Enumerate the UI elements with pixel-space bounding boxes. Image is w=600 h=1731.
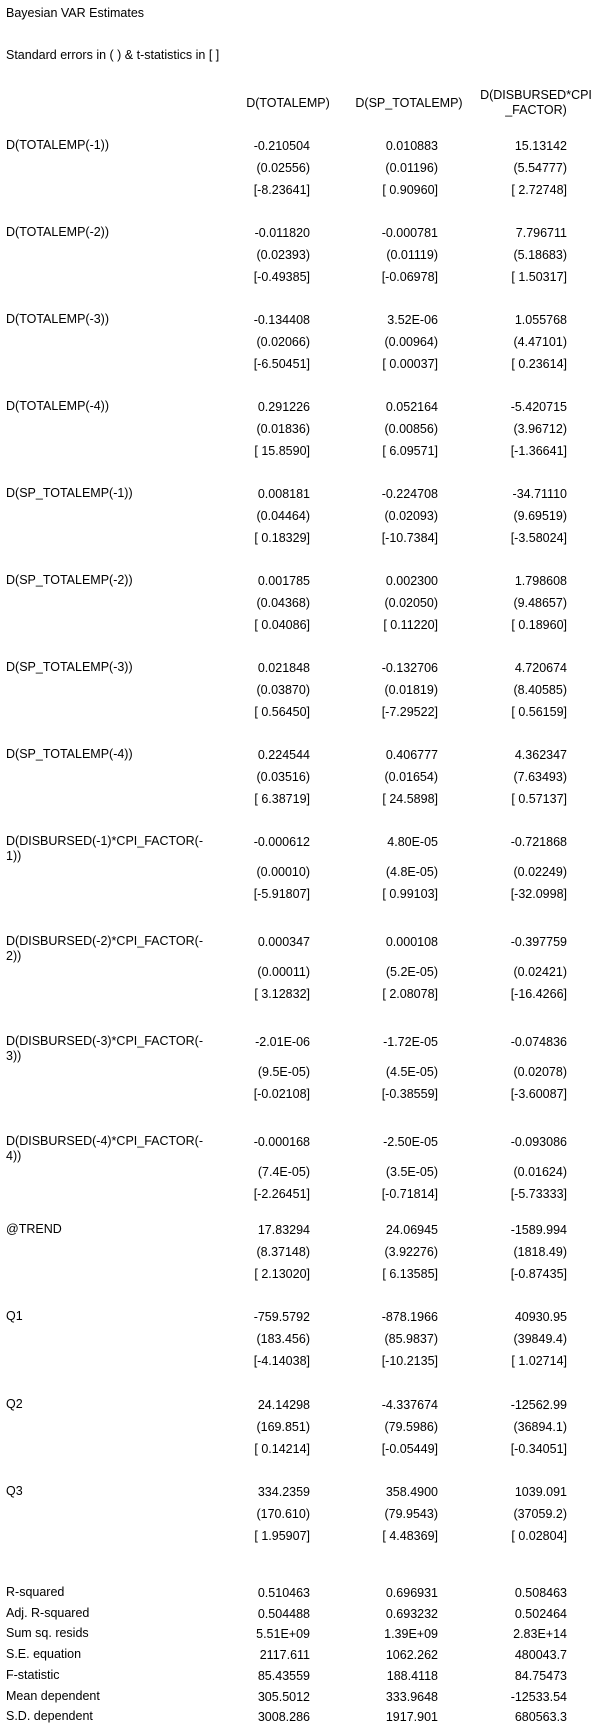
statistic-value: 0.696931 [385,1586,438,1600]
coefficient-cell: 0.008181 [257,487,310,501]
std-error-cell: (0.03870) [256,683,310,697]
t-statistic-cell: [-0.06978] [381,270,438,284]
variable-label: D(TOTALEMP(-1)) [6,138,110,152]
coefficient-cell: 0.001785 [257,574,310,588]
coefficient-cell: -878.1966 [381,1310,438,1324]
std-error-cell: (7.63493) [513,770,567,784]
std-error-cell: (0.01836) [256,422,310,436]
coefficient-cell: 1.798608 [514,574,567,588]
coefficient-cell: -1589.994 [510,1223,567,1237]
statistic-value: 0.502464 [514,1606,567,1621]
t-statistic-cell: [ 1.50317] [511,270,567,284]
coefficient-cell: -2.50E-05 [383,1135,438,1149]
table-subtitle: Standard errors in ( ) & t-statistics in [ ] [6,48,220,62]
std-error-cell: (5.54777) [513,161,567,175]
std-error-cell: (8.37148) [256,1245,310,1259]
statistic-row [0,1606,600,1628]
std-error-cell: (9.5E-05) [257,1065,310,1079]
coefficient-cell: -12562.99 [510,1398,567,1412]
coefficient-cell: 7.796711 [515,226,567,240]
statistic-value: 0.510463 [257,1586,310,1600]
variable-label: D(TOTALEMP(-4)) [6,399,110,413]
coefficient-cell: 358.4900 [385,1485,438,1499]
coefficient-cell: 4.80E-05 [387,835,438,849]
variable-label: D(DISBURSED(-2)*CPI_FACTOR(-2)) [6,934,204,963]
coefficient-cell: -0.397759 [510,935,567,949]
std-error-cell: (0.02050) [384,596,438,610]
std-error-cell: (169.851) [256,1420,310,1434]
t-statistic-cell: [ 0.57137] [511,792,567,806]
statistic-value: -12533.54 [510,1689,567,1704]
std-error-cell: (4.8E-05) [385,865,438,879]
coefficient-cell: 0.052164 [385,400,438,414]
coefficient-cell: 4.720674 [514,661,567,675]
t-statistic-cell: [-10.2135] [381,1354,438,1368]
coefficient-cell: 24.06945 [385,1223,438,1237]
t-statistic-cell: [ 6.09571] [382,444,438,458]
t-statistic-cell: [-2.26451] [253,1187,310,1201]
std-error-cell: (0.02249) [513,865,567,879]
coefficient-cell: 1039.091 [514,1485,567,1499]
statistic-value: 0.504488 [257,1606,310,1621]
statistic-value: 0.508463 [514,1586,567,1600]
t-statistic-cell: [-0.34051] [510,1442,567,1456]
t-statistic-cell: [ 0.90960] [382,183,438,197]
std-error-cell: (0.04464) [256,509,310,523]
std-error-cell: (0.01819) [384,683,438,697]
t-statistic-cell: [ 0.04086] [254,618,310,632]
variable-label: D(DISBURSED(-3)*CPI_FACTOR(-3)) [6,1034,204,1063]
t-statistic-cell: [-32.0998] [510,887,567,901]
statistic-label: S.E. equation [6,1647,82,1662]
std-error-cell: (0.00856) [384,422,438,436]
t-statistic-cell: [ 0.11220] [383,618,438,632]
coefficient-cell: -5.420715 [510,400,567,414]
statistic-value: 84.75473 [514,1668,567,1683]
statistic-value: 1062.262 [385,1648,438,1663]
t-statistic-cell: [-0.71814] [381,1187,438,1201]
coefficient-cell: -0.132706 [381,661,438,675]
t-statistic-cell: [-3.58024] [510,531,567,545]
column-header-sp-totalemp: D(SP_TOTALEMP) [355,96,463,110]
statistic-value: 680563.3 [514,1710,567,1725]
variable-label: D(SP_TOTALEMP(-1)) [6,486,133,500]
coefficient-cell: -0.093086 [510,1135,567,1149]
std-error-cell: (79.5986) [384,1420,438,1434]
std-error-cell: (0.02393) [256,248,310,262]
coefficient-cell: -0.000168 [253,1135,310,1149]
t-statistic-cell: [-3.60087] [510,1087,567,1101]
t-statistic-cell: [-10.7384] [381,531,438,545]
t-statistic-cell: [ 0.56159] [511,705,567,719]
coefficient-cell: 0.291226 [257,400,310,414]
std-error-cell: (85.9837) [384,1332,438,1346]
t-statistic-cell: [ 0.18960] [511,618,567,632]
std-error-cell: (5.18683) [513,248,567,262]
statistic-label: Mean dependent [6,1688,100,1703]
coefficient-cell: 40930.95 [514,1310,567,1324]
coefficient-cell: -0.074836 [510,1035,567,1049]
coefficient-cell: -1.72E-05 [383,1035,438,1049]
variable-label: D(DISBURSED(-1)*CPI_FACTOR(-1)) [6,834,204,863]
t-statistic-cell: [-6.50451] [253,357,310,371]
t-statistic-cell: [-0.49385] [253,270,310,284]
variable-label: D(SP_TOTALEMP(-2)) [6,573,133,587]
std-error-cell: (36894.1) [513,1420,567,1434]
statistic-value: 5.51E+09 [256,1627,310,1642]
t-statistic-cell: [-16.4266] [510,987,567,1001]
coefficient-cell: -0.224708 [381,487,438,501]
coefficient-cell: -0.000612 [253,835,310,849]
std-error-cell: (0.02093) [384,509,438,523]
variable-label: Q2 [6,1397,23,1411]
variable-label: D(DISBURSED(-4)*CPI_FACTOR(-4)) [6,1134,204,1163]
variable-label: Q3 [6,1484,23,1498]
t-statistic-cell: [-7.29522] [381,705,438,719]
statistic-value: 333.9648 [385,1689,438,1704]
coefficient-cell: -0.210504 [253,139,310,153]
statistic-label: F-statistic [6,1667,60,1682]
std-error-cell: (8.40585) [513,683,567,697]
std-error-cell: (3.96712) [513,422,567,436]
coefficient-cell: 0.000108 [385,935,438,949]
t-statistic-cell: [ 1.02714] [511,1354,567,1368]
std-error-cell: (0.00010) [256,865,310,879]
statistic-row [0,1626,600,1648]
std-error-cell: (0.01119) [386,248,438,262]
coefficient-cell: -0.721868 [510,835,567,849]
statistic-value: 1.39E+09 [384,1627,438,1642]
statistic-value: 1917.901 [385,1710,438,1725]
coefficient-cell: -759.5792 [253,1310,310,1324]
t-statistic-cell: [-0.02108] [253,1087,310,1101]
t-statistic-cell: [ 24.5898] [382,792,438,806]
t-statistic-cell: [ 3.12832] [254,987,310,1001]
std-error-cell: (0.02556) [256,161,310,175]
t-statistic-cell: [-0.38559] [381,1087,438,1101]
std-error-cell: (0.02078) [513,1065,567,1079]
std-error-cell: (3.92276) [384,1245,438,1259]
coefficient-cell: 17.83294 [257,1223,310,1237]
column-header-totalemp: D(TOTALEMP) [246,96,330,110]
t-statistic-cell: [ 4.48369] [382,1529,438,1543]
t-statistic-cell: [ 2.08078] [382,987,438,1001]
t-statistic-cell: [ 0.14214] [254,1442,310,1456]
statistic-label: Sum sq. resids [6,1626,89,1641]
statistic-value: 3008.286 [257,1710,310,1725]
std-error-cell: (79.9543) [384,1507,438,1521]
std-error-cell: (9.48657) [513,596,567,610]
t-statistic-cell: [-0.87435] [510,1267,567,1281]
std-error-cell: (170.610) [256,1507,310,1521]
std-error-cell: (4.5E-05) [385,1065,438,1079]
std-error-cell: (0.00011) [257,965,310,979]
t-statistic-cell: [ 6.13585] [382,1267,438,1281]
t-statistic-cell: [-0.05449] [381,1442,438,1456]
std-error-cell: (9.69519) [513,509,567,523]
coefficient-cell: -0.134408 [253,313,310,327]
t-statistic-cell: [ 0.02804] [511,1529,567,1543]
std-error-cell: (1818.49) [513,1245,567,1259]
t-statistic-cell: [-5.73333] [510,1187,567,1201]
statistic-value: 85.43559 [257,1668,310,1683]
statistic-row [0,1647,600,1669]
t-statistic-cell: [ 0.99103] [382,887,438,901]
std-error-cell: (183.456) [256,1332,310,1346]
coefficient-cell: -4.337674 [381,1398,438,1412]
t-statistic-cell: [ 1.95907] [254,1529,310,1543]
t-statistic-cell: [ 6.38719] [254,792,310,806]
std-error-cell: (7.4E-05) [257,1165,310,1179]
t-statistic-cell: [ 2.72748] [511,183,567,197]
coefficient-cell: 1.055768 [514,313,567,327]
variable-label: D(TOTALEMP(-3)) [6,312,110,326]
coefficient-cell: 334.2359 [257,1485,310,1499]
coefficient-cell: -34.71110 [512,487,567,501]
std-error-cell: (0.01196) [385,161,438,175]
coefficient-cell: 0.000347 [257,935,310,949]
coefficient-cell: 0.406777 [385,748,438,762]
std-error-cell: (0.02421) [513,965,567,979]
statistic-row [0,1709,600,1731]
coefficient-cell: -2.01E-06 [255,1035,310,1049]
statistic-value: 0.693232 [385,1606,438,1621]
t-statistic-cell: [ 15.8590] [254,444,310,458]
coefficient-cell: 24.14298 [257,1398,310,1412]
coefficient-cell: 3.52E-06 [387,313,438,327]
variable-label: @TREND [6,1222,62,1236]
statistic-label: Adj. R-squared [6,1605,90,1620]
std-error-cell: (5.2E-05) [385,965,438,979]
coefficient-cell: 0.224544 [257,748,310,762]
t-statistic-cell: [ 0.00037] [382,357,438,371]
std-error-cell: (4.47101) [513,335,567,349]
coefficient-cell: 4.362347 [514,748,567,762]
statistic-value: 188.4118 [386,1668,438,1683]
t-statistic-cell: [-4.14038] [253,1354,310,1368]
std-error-cell: (0.00964) [384,335,438,349]
t-statistic-cell: [-8.23641] [253,183,310,197]
t-statistic-cell: [ 0.18329] [254,531,310,545]
coefficient-cell: -0.000781 [381,226,438,240]
variable-label: D(SP_TOTALEMP(-4)) [6,747,133,761]
page-title: Bayesian VAR Estimates [6,6,145,20]
t-statistic-cell: [ 2.13020] [254,1267,310,1281]
statistic-label: S.D. dependent [6,1709,93,1724]
coefficient-cell: 0.021848 [257,661,310,675]
t-statistic-cell: [-5.91807] [253,887,310,901]
statistic-row [0,1585,600,1607]
std-error-cell: (0.02066) [256,335,310,349]
column-header-disbursed-cpi: D(DISBURSED*CPI _FACTOR) [480,88,592,117]
coefficient-cell: 0.002300 [385,574,438,588]
t-statistic-cell: [ 0.56450] [254,705,310,719]
std-error-cell: (0.01624) [513,1165,567,1179]
coefficient-cell: 15.13142 [514,139,567,153]
std-error-cell: (0.01654) [384,770,438,784]
std-error-cell: (3.5E-05) [385,1165,438,1179]
statistic-row [0,1689,600,1711]
std-error-cell: (37059.2) [513,1507,567,1521]
statistic-row [0,1668,600,1690]
t-statistic-cell: [ 0.23614] [511,357,567,371]
coefficient-cell: 0.010883 [385,139,438,153]
variable-label: D(TOTALEMP(-2)) [6,225,110,239]
statistic-value: 2117.611 [259,1648,310,1663]
coefficient-cell: -0.011820 [254,226,310,240]
std-error-cell: (0.03516) [256,770,310,784]
std-error-cell: (39849.4) [513,1332,567,1346]
variable-label: D(SP_TOTALEMP(-3)) [6,660,133,674]
t-statistic-cell: [-1.36641] [510,444,567,458]
statistic-value: 480043.7 [514,1648,567,1663]
variable-label: Q1 [6,1309,23,1323]
statistic-label: R-squared [6,1585,65,1599]
statistic-value: 2.83E+14 [513,1627,567,1642]
std-error-cell: (0.04368) [256,596,310,610]
statistic-value: 305.5012 [257,1689,310,1704]
